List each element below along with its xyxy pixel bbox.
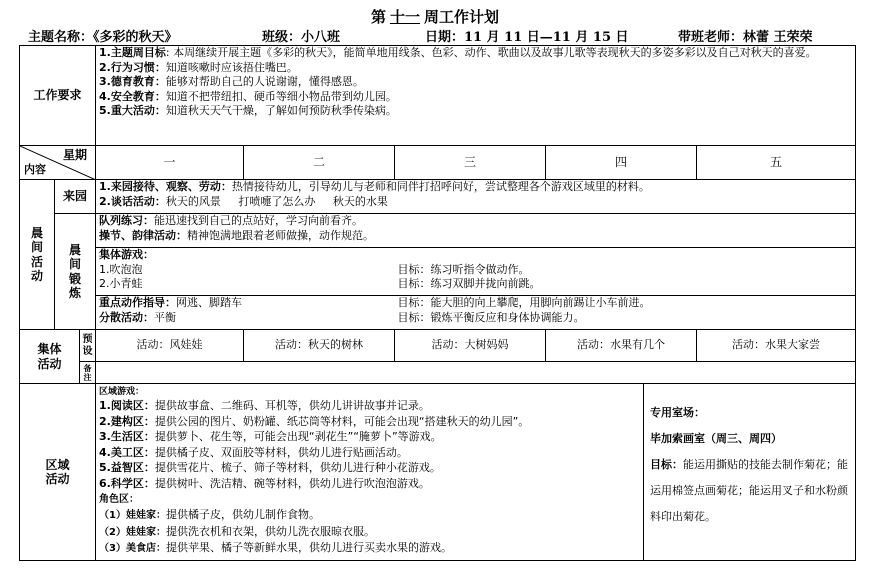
label-char: 动 [30,269,43,283]
label-char: 预 [82,333,93,345]
group-activity-label [20,330,80,384]
label-char: 间 [69,257,82,271]
note-content [96,362,856,384]
role-item [99,524,640,541]
zone-title: 4.美工区： [99,445,155,459]
exercise-line [99,229,852,244]
req-item [99,61,852,76]
zone-title: 1.阅读区： [99,399,155,412]
weekday-label: 星期 [63,148,88,162]
games-title: 集体游戏： [99,248,155,261]
page-title [0,6,870,27]
special-room-name: 毕加索画室（周三、周四） [650,432,783,445]
exercise-focus-row [20,296,856,330]
focus-title: 重点动作指导： [99,296,177,309]
split-title: 分散活动： [99,310,155,324]
plan-label [80,330,96,362]
role-item [99,507,640,524]
title-week-number: 十一 [389,8,420,26]
title-suffix: 周工作计划 [424,8,500,26]
exercise-row-1 [20,214,856,248]
role-item-title: （1）娃娃家： [99,510,166,522]
req-title: 4.安全教育： [99,89,166,103]
req-text: 知道不把带纽扣、硬币等细小物品带到幼儿园。 [165,89,397,103]
focus-line [99,296,392,311]
label-char: 集体 [37,342,62,356]
exercise-drill-content [96,214,856,248]
arrival-label: 来园 [55,180,96,214]
group-activity-note-row [20,362,856,384]
area-activity-label [20,384,96,561]
game-goal: 目标：练习听指令做动作。 [397,262,530,276]
role-item-title: （2）娃娃家： [99,526,166,538]
game-goal: 目标：练习双脚并拢向前跳。 [397,277,541,290]
zone-item [99,460,640,476]
label-char: 注 [83,372,92,382]
date-range: 日期：11 月 11 日—11 月 15 日 [425,30,629,45]
focus-right [395,296,856,330]
special-room-content [644,384,856,561]
req-title: 2.行为习惯： [99,60,166,74]
weekday-diagonal-header [20,146,96,180]
zone-item [99,445,640,461]
teachers: 带班老师：林蕾 王荣荣 [678,30,813,45]
focus-goal: 目标：能大胆的向上攀爬，用脚向前踢让小车前进。 [397,296,651,309]
req-text: 知道咳嗽时应该捂住嘴巴。 [165,60,298,74]
arrival-content [96,180,856,214]
morning-arrival-row [20,180,856,214]
label-char: 区域 [45,457,70,472]
exercise-line-title: 操节、韵律活动： [99,228,188,242]
special-goal-text: 能运用撕贴的技能去制作菊花；能运用棉签点画菊花；能运用叉子和水粉颜料印出菊花。 [650,458,849,523]
zone-item [99,429,640,445]
req-item [99,75,852,90]
day-header-thu: 四 [546,146,697,180]
label-char: 活动 [45,472,70,486]
zone-text: 提供树叶、洗洁精、碗等材料，供幼儿进行吹泡泡游戏。 [154,476,430,490]
exercise-line [99,214,852,229]
role-item-text: 提供橘子皮，供幼儿制作食物。 [166,508,320,522]
exercise-line-text: 能迅速找到自己的点站好，学习向前看齐。 [154,214,364,227]
arrival-line-text: 热情接待幼儿，引导幼儿与老师和同伴打招呼问好，尝试整理各个游戏区域里的材料。 [231,180,650,193]
games-left [96,248,395,296]
game-name: 1.吹泡泡 [99,262,143,276]
label-char: 备 [83,363,92,373]
focus-text: 网逃、脚踏车 [176,296,243,309]
exercise-line-text: 精神饱满地跟着老师做操，动作规范。 [187,228,375,242]
morning-exercise-label [55,214,96,330]
activity-fri: 活动：水果大家尝 [697,330,856,362]
day-header-tue: 二 [244,146,395,180]
label-char: 晨 [69,242,82,257]
req-text: 知道秋天天气干燥，了解如何预防秋季传染病。 [165,104,397,117]
work-requirements-row [20,46,856,146]
zone-title: 6.科学区： [99,476,155,490]
role-item-text: 提供苹果、橘子等新鲜水果，供幼儿进行买卖水果的游戏。 [166,541,452,555]
class-name: 班级：小八班 [262,30,341,45]
split-goal: 目标：锻炼平衡反应和身体协调能力。 [397,310,585,324]
zone-title: 5.益智区： [99,461,155,475]
role-title: 角色区： [99,493,140,505]
day-header-wed: 三 [395,146,546,180]
focus-left [96,296,395,330]
game-name: 2.小青蛙 [99,277,143,290]
zone-text: 提供橘子皮、双面胶等材料，供幼儿进行贴画活动。 [154,445,408,459]
zone-text: 提供公园的图片、奶粉罐、纸芯筒等材料，可能会出现“搭建秋天的幼儿园”。 [154,414,530,428]
req-item [99,46,852,61]
exercise-line-title: 队列练习： [99,214,155,227]
weekday-header-row [20,146,856,180]
req-text: 能够对帮助自己的人说谢谢，懂得感恩。 [165,75,364,88]
games-right [395,248,856,296]
zone-title: 2.建构区： [99,414,155,428]
morning-activity-label [20,180,55,330]
work-requirements-content [96,46,856,146]
group-activity-plan-row [20,330,856,362]
special-room-goal [650,452,849,530]
req-title: 5.重大活动： [99,104,166,117]
zone-text: 提供雪花片、梳子、筛子等材料，供幼儿进行种小花游戏。 [154,461,441,475]
role-item-text: 提供洗衣机和衣架，供幼儿洗衣服晾衣服。 [166,524,375,538]
req-item [99,90,852,105]
label-char: 活动 [37,356,62,371]
arrival-line-text: 秋天的风景 打喷嚏了怎么办 秋天的水果 [165,194,388,208]
title-prefix: 第 [370,8,386,26]
activity-wed: 活动：大树妈妈 [395,330,546,362]
zone-text: 提供萝卜、花生等，可能会出现“剥花生”“腌萝卜”等游戏。 [154,430,442,444]
work-requirements-label: 工作要求 [20,46,96,146]
activity-tue: 活动：秋天的树林 [244,330,395,362]
zone-item [99,476,640,492]
zone-item [99,414,640,430]
zone-text: 提供故事盒、二维码、耳机等，供幼儿讲讲故事并记录。 [154,399,430,412]
zone-item [99,398,640,414]
activity-thu: 活动：水果有几个 [546,330,697,362]
label-char: 设 [82,345,93,357]
split-text: 平衡 [154,310,177,324]
label-char: 晨 [30,225,43,240]
label-char: 炼 [69,286,82,300]
content-label: 内容 [24,162,46,176]
exercise-games-row [20,248,856,296]
weekly-plan-table [19,45,856,561]
split-line [99,311,392,326]
arrival-line [99,180,852,195]
label-char: 锻 [69,271,82,286]
req-text: : 本周继续开展主题《多彩的秋天》，能简单地用线条、色彩、动作、歌曲以及故事儿歌等表现秋天的多姿多彩以及自己对秋天的喜爱。 [165,46,817,59]
zone-games-title: 区域游戏： [99,387,145,397]
arrival-line [99,195,852,210]
special-goal-title: 目标： [650,458,684,471]
note-label [80,362,96,384]
role-item [99,540,640,557]
special-room-title: 专用室场： [650,406,706,419]
label-char: 活 [30,254,43,269]
req-title: 1.主题周目标 [99,46,166,59]
day-header-mon: 一 [96,146,244,180]
area-zones-content [96,384,644,561]
day-header-fri: 五 [697,146,856,180]
label-char: 间 [30,240,43,254]
arrival-line-title: 2.谈话活动： [99,194,166,208]
req-item [99,104,852,119]
req-title: 3.德育教育： [99,75,166,88]
theme-name: 主题名称：《多彩的秋天》 [28,30,178,45]
zone-title: 3.生活区： [99,430,155,444]
role-item-title: （3）美食店： [99,543,166,555]
arrival-line-title: 1.来园接待、观察、劳动： [99,180,232,193]
activity-mon: 活动：风娃娃 [96,330,244,362]
area-activity-row [20,384,856,561]
